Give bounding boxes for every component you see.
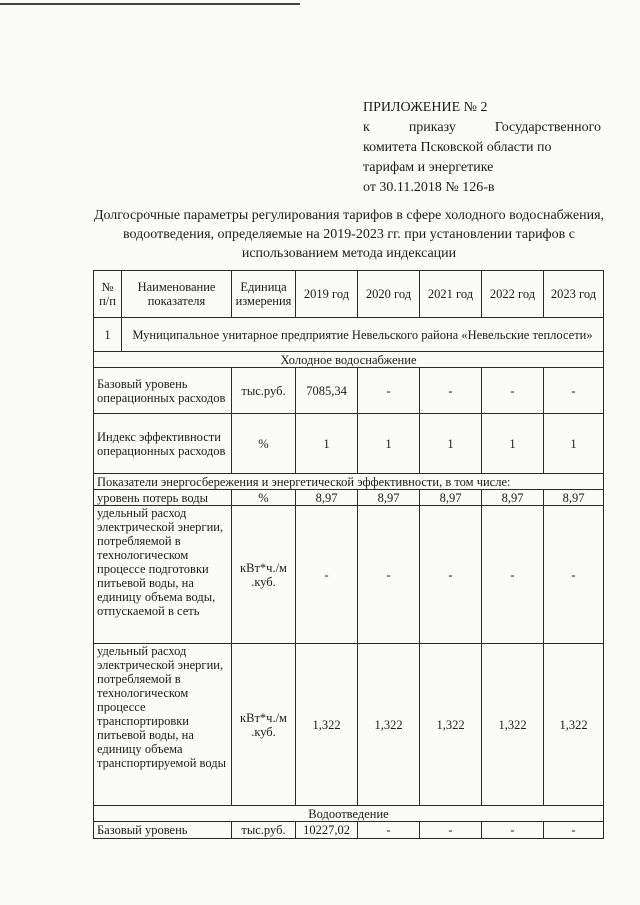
- row-name: Базовый уровень: [94, 822, 232, 839]
- row-value: -: [482, 506, 544, 644]
- row-value: -: [296, 506, 358, 644]
- row-unit: тыс.руб.: [232, 368, 296, 414]
- header-year: 2022 год: [482, 271, 544, 318]
- row-value: 1,322: [420, 644, 482, 806]
- org-name: Муниципальное унитарное предприятие Невельского района «Невельские теплосети»: [122, 318, 604, 352]
- order-line: [363, 118, 601, 138]
- row-value: 10227,02: [296, 822, 358, 839]
- row-value: -: [358, 368, 420, 414]
- row-value: 7085,34: [296, 368, 358, 414]
- table-row: [94, 490, 604, 506]
- order-word: приказу: [408, 120, 456, 135]
- row-unit: кВт*ч./м .куб.: [232, 644, 296, 806]
- row-value: -: [482, 368, 544, 414]
- row-value: 1: [358, 414, 420, 474]
- row-value: 1: [482, 414, 544, 474]
- table-row: [94, 822, 604, 839]
- header-unit: Единица измерения: [232, 271, 296, 318]
- row-name: удельный расход электрической энергии, потребляемой в технологическом процессе подготовки питьевой воды, на единицу объема воды, отпускаемой в сеть: [94, 506, 232, 644]
- row-unit: %: [232, 490, 296, 506]
- order-date: от 30.11.2018 № 126-в: [363, 180, 495, 195]
- row-value: -: [358, 506, 420, 644]
- row-unit: тыс.руб.: [232, 822, 296, 839]
- parameters-table: [93, 270, 604, 839]
- row-value: 1,322: [482, 644, 544, 806]
- committee-line-2: тарифам и энергетике: [363, 160, 494, 175]
- org-number: 1: [94, 318, 122, 352]
- row-value: 8,97: [358, 490, 420, 506]
- header-name: Наименование показателя: [122, 271, 232, 318]
- table-row: [94, 414, 604, 474]
- section-cold-water: Холодное водоснабжение: [94, 352, 604, 368]
- row-name: уровень потерь воды: [94, 490, 232, 506]
- section-sewerage: Водоотведение: [94, 806, 604, 822]
- row-value: 1: [544, 414, 604, 474]
- table-header-row: [94, 271, 604, 318]
- row-value: 1,322: [544, 644, 604, 806]
- appendix-number: ПРИЛОЖЕНИЕ № 2: [363, 100, 488, 115]
- appendix-header: [363, 98, 601, 198]
- row-name: удельный расход электрической энергии, потребляемой в технологическом процессе транспортировки питьевой воды, на единицу объема транспортируемой воды: [94, 644, 232, 806]
- section-row: [94, 474, 604, 490]
- row-value: 8,97: [482, 490, 544, 506]
- row-value: -: [420, 822, 482, 839]
- table-row: [94, 506, 604, 644]
- row-value: 1,322: [358, 644, 420, 806]
- row-unit: кВт*ч./м .куб.: [232, 506, 296, 644]
- row-value: 1,322: [296, 644, 358, 806]
- row-value: 8,97: [420, 490, 482, 506]
- row-value: -: [420, 506, 482, 644]
- committee-line: комитета Псковской области по: [363, 140, 552, 155]
- row-name: Индекс эффективности операционных расходов: [94, 414, 232, 474]
- header-no: № п/п: [94, 271, 122, 318]
- energy-indicators-header: Показатели энергосбережения и энергетической эффективности, в том числе:: [94, 474, 604, 490]
- header-year: 2019 год: [296, 271, 358, 318]
- section-row: [94, 806, 604, 822]
- row-value: -: [544, 822, 604, 839]
- table-row: [94, 644, 604, 806]
- row-value: 8,97: [544, 490, 604, 506]
- row-value: -: [420, 368, 482, 414]
- organization-row: [94, 318, 604, 352]
- order-authority: Государственного: [494, 120, 601, 135]
- row-value: -: [544, 368, 604, 414]
- row-value: 1: [420, 414, 482, 474]
- row-value: -: [544, 506, 604, 644]
- row-unit: %: [232, 414, 296, 474]
- top-edge-line: [0, 3, 300, 5]
- row-value: 1: [296, 414, 358, 474]
- row-name: Базовый уровень операционных расходов: [94, 368, 232, 414]
- table-row: [94, 368, 604, 414]
- document-title: Долгосрочные параметры регулирования тарифов в сфере холодного водоснабжения, водоотведения, определяемые на 2019-2023 гг. при установлении тарифов с использованием метода индексации: [93, 208, 605, 261]
- header-year: 2023 год: [544, 271, 604, 318]
- row-value: -: [482, 822, 544, 839]
- row-value: 8,97: [296, 490, 358, 506]
- header-year: 2020 год: [358, 271, 420, 318]
- row-value: -: [358, 822, 420, 839]
- section-row: [94, 352, 604, 368]
- header-year: 2021 год: [420, 271, 482, 318]
- order-prefix: к: [363, 120, 370, 135]
